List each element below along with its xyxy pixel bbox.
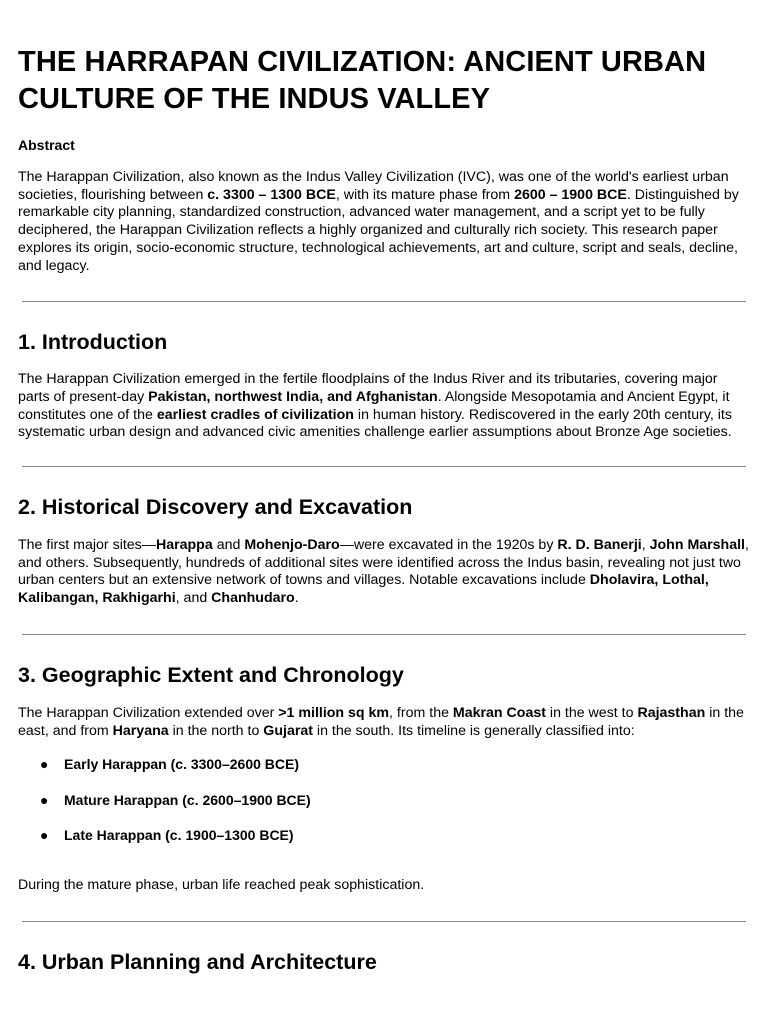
list-item: ● Early Harappan (c. 3300–2600 BCE) bbox=[40, 756, 300, 773]
geography-paragraph: The Harappan Civilization extended over >1 million sq km, from the Makran Coast in the west to Rajasthan in the east, and from Haryana in the north to Gujarat in the south. Its timeline is generally classified into: bbox=[18, 704, 744, 739]
list-item: ● Mature Harappan (c. 2600–1900 BCE) bbox=[40, 791, 311, 808]
section-heading-discovery: 2. Historical Discovery and Excavation bbox=[18, 495, 413, 520]
section-heading-introduction: 1. Introduction bbox=[18, 330, 168, 355]
phase-list bbox=[18, 755, 750, 844]
section-heading-geography: 3. Geographic Extent and Chronology bbox=[18, 662, 404, 687]
section-divider bbox=[22, 301, 746, 302]
geography-closing-paragraph: During the mature phase, urban life reached peak sophistication. bbox=[18, 877, 425, 894]
section-divider bbox=[22, 921, 746, 922]
abstract-label: Abstract bbox=[18, 137, 75, 153]
list-item: ● Late Harappan (c. 1900–1300 BCE) bbox=[40, 827, 294, 844]
introduction-paragraph: The Harappan Civilization emerged in the fertile floodplains of the Indus River and its tributaries, covering major parts of present-day Pakistan, northwest India, and Afghanistan. Alongside Mesopotamia and Ancient Egypt, it constitutes one of the earliest cradles of civilization in human history. Rediscovered in the early 20th century, its systematic urban design and advanced civic amenities challenge earlier assumptions about Bronze Age societies. bbox=[18, 371, 732, 441]
bullet-icon: ● bbox=[40, 756, 49, 773]
section-divider bbox=[22, 466, 746, 467]
date-range-mature-phase: 2600 – 1900 BCE bbox=[514, 186, 627, 203]
document-title: THE HARRAPAN CIVILIZATION: ANCIENT URBAN CULTURE OF THE INDUS VALLEY bbox=[18, 46, 707, 115]
abstract-paragraph: The Harappan Civilization, also known as the Indus Valley Civilization (IVC), was one of the world's earliest urban societies, flourishing between c. 3300 – 1300 BCE, with its mature phase from 2600 – 1900 BCE. Distinguished by remarkable city planning, standardized construction, advanced water management, and a script yet to be fully deciphered, the Harappan Civilization reflects a highly organized and culturally rich society. This research paper explores its origin, socio-economic structure, technological achievements, art and culture, script and seals, decline, and legacy. bbox=[18, 169, 739, 274]
date-range-civilization: c. 3300 – 1300 BCE bbox=[207, 186, 336, 203]
discovery-paragraph: The first major sites—Harappa and Mohenjo-Daro—were excavated in the 1920s by R. D. Banerji, John Marshall, and others. Subsequently, hundreds of additional sites were identified across the Indus basin, revealing not just two urban centers but an extensive network of towns and villages. Notable excavations include Dholavira, Lothal, Kalibangan, Rakhigarhi, and Chanhudaro. bbox=[18, 537, 749, 607]
section-divider bbox=[22, 634, 746, 635]
bullet-icon: ● bbox=[40, 827, 49, 844]
section-heading-urban-planning: 4. Urban Planning and Architecture bbox=[18, 949, 377, 974]
bullet-icon: ● bbox=[40, 791, 49, 808]
